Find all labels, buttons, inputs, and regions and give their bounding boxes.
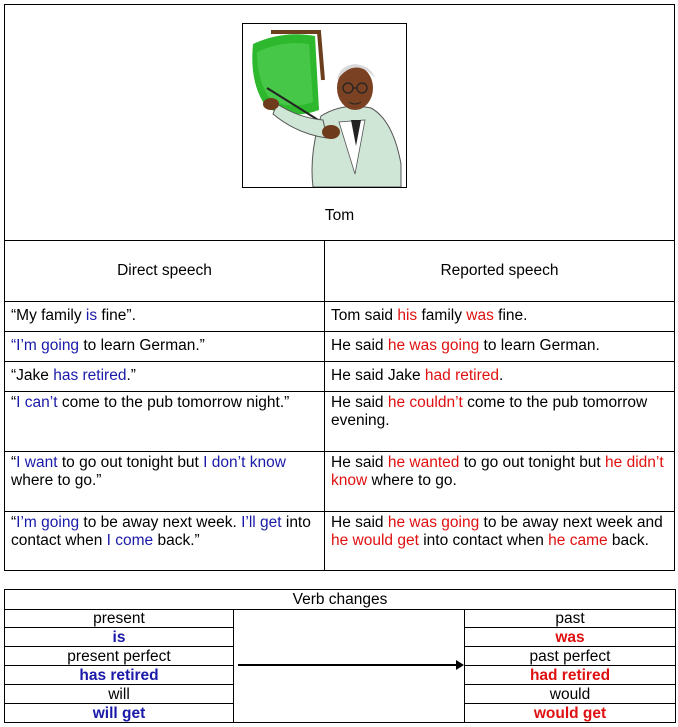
highlighted-verb: “I’m going — [11, 337, 80, 354]
text-segment: present perfect — [67, 648, 171, 665]
verb-changes-title: Verb changes — [5, 590, 675, 610]
header-reported-speech: Reported speech — [440, 261, 559, 279]
text-segment: would — [549, 686, 591, 703]
reported-cell — [325, 362, 674, 391]
text-segment: He said Jake — [331, 367, 425, 384]
text-segment: family — [417, 307, 467, 324]
text-segment: back.” — [153, 532, 200, 549]
teacher-illustration — [242, 23, 407, 188]
text-segment: to be away next week. — [79, 514, 242, 531]
highlighted-verb: had retired — [424, 367, 500, 384]
text-segment: past perfect — [529, 648, 611, 665]
highlighted-verb: he wanted — [387, 454, 460, 471]
highlighted-verb: would get — [533, 705, 607, 722]
text-segment: He said — [331, 514, 388, 531]
direct-cell — [5, 332, 325, 361]
text-segment: “ — [11, 454, 17, 471]
highlighted-verb: has retired — [53, 367, 127, 384]
text-segment: to be away next week and — [479, 514, 663, 531]
reported-cell — [325, 452, 674, 511]
direct-cell — [5, 452, 325, 511]
past-perfect-label — [464, 647, 675, 666]
will-label — [5, 685, 234, 704]
text-segment: He said — [331, 454, 388, 471]
text-segment: fine”. — [97, 307, 136, 324]
highlighted-verb: had retired — [529, 667, 611, 684]
would-example — [464, 704, 675, 723]
highlighted-verb: I can’t — [16, 394, 58, 411]
table-row — [5, 332, 674, 362]
text-segment: into contact when — [11, 514, 311, 549]
would-label — [464, 685, 675, 704]
header-direct-speech: Direct speech — [5, 240, 325, 301]
reported-cell — [325, 512, 674, 570]
table-row — [5, 302, 674, 332]
text-segment: to learn German. — [479, 337, 600, 354]
text-segment: past — [555, 610, 585, 627]
highlighted-verb: I don’t know — [203, 454, 286, 471]
text-segment: where to go.” — [11, 472, 102, 489]
character-name: Tom — [324, 207, 355, 224]
right-arrow-icon — [234, 609, 464, 722]
past-example — [464, 628, 675, 647]
highlighted-verb: was — [466, 307, 494, 324]
table-row — [5, 392, 674, 452]
text-segment: “My family — [11, 307, 86, 324]
table-row — [5, 452, 674, 512]
text-segment: to go out tonight but — [57, 454, 204, 471]
present-example — [5, 628, 234, 647]
table-row — [5, 512, 674, 570]
text-segment: come to the pub tomorrow evening. — [331, 394, 648, 429]
highlighted-verb: I want — [16, 454, 58, 471]
highlighted-verb: was — [555, 629, 585, 646]
table-row — [5, 362, 674, 392]
highlighted-verb: he couldn’t — [387, 394, 463, 411]
text-segment: .” — [126, 367, 136, 384]
highlighted-verb: is — [85, 307, 98, 324]
highlighted-verb: he came — [548, 532, 608, 549]
text-segment: He said — [331, 394, 388, 411]
direct-cell — [5, 302, 325, 331]
text-segment: to learn German.” — [79, 337, 205, 354]
reported-cell — [325, 332, 674, 361]
verb-changes-table — [4, 589, 676, 723]
highlighted-verb: he was going — [387, 514, 480, 531]
direct-cell — [5, 362, 325, 391]
illustration-cell — [5, 5, 674, 241]
text-segment: where to go. — [367, 472, 457, 489]
speech-table — [4, 4, 675, 571]
teacher-pointing-icon — [243, 24, 406, 187]
highlighted-verb: he was going — [387, 337, 480, 354]
reported-cell — [325, 392, 674, 451]
text-segment: Tom said — [331, 307, 398, 324]
past-perfect-example — [464, 666, 675, 685]
text-segment: come to the pub tomorrow night.” — [57, 394, 290, 411]
highlighted-verb: I’ll get — [241, 514, 282, 531]
reported-cell — [325, 302, 674, 331]
highlighted-verb: I come — [106, 532, 154, 549]
text-segment: fine. — [493, 307, 528, 324]
highlighted-verb: he didn’t know — [331, 454, 664, 489]
highlighted-verb: his — [397, 307, 418, 324]
highlighted-verb: is — [112, 629, 126, 646]
text-segment: back. — [607, 532, 649, 549]
highlighted-verb: I’m going — [16, 514, 80, 531]
will-example — [5, 704, 234, 723]
text-segment: He said — [331, 337, 388, 354]
present-tense-label — [5, 609, 234, 628]
present-perfect-label — [5, 647, 234, 666]
past-tense-label — [464, 609, 675, 628]
present-perfect-example — [5, 666, 234, 685]
highlighted-verb: will get — [92, 705, 146, 722]
text-segment: will — [108, 686, 130, 703]
highlighted-verb: he would get — [331, 532, 419, 549]
text-segment: “ — [11, 394, 17, 411]
text-segment: present — [93, 610, 145, 627]
highlighted-verb: has retired — [79, 667, 159, 684]
text-segment: . — [499, 367, 504, 384]
text-segment: “Jake — [11, 367, 54, 384]
direct-cell — [5, 512, 325, 570]
direct-cell — [5, 392, 325, 451]
text-segment: “ — [11, 514, 17, 531]
text-segment: to go out tonight but — [459, 454, 606, 471]
text-segment: into contact when — [418, 532, 549, 549]
header-row — [5, 240, 674, 302]
